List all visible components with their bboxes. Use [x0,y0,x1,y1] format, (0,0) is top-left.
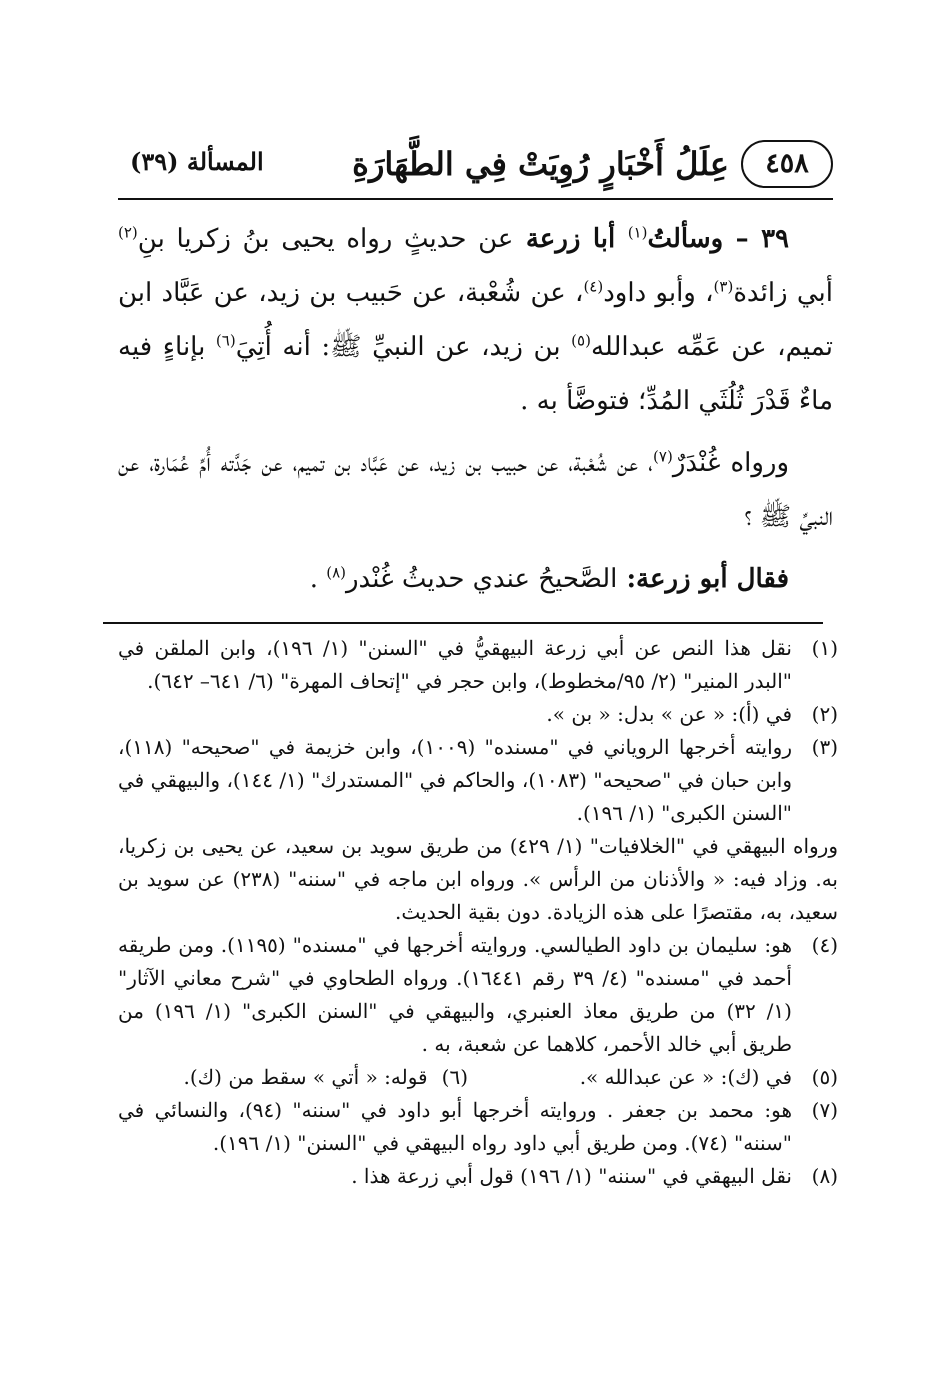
question-subject: أبا زرعة [513,224,628,254]
footnote-7 [118,1094,838,1160]
answer-lead: فقال أبو زرعة: [617,564,789,594]
book-title: عِلَلُ أَخْبَارٍ رُوِيَتْ فِي الطَّهَارَةِ [352,145,729,183]
footnote-number: (٥) [811,1065,838,1089]
footnote-ref-5[interactable]: (٥) [571,331,591,350]
footnote-number: (٤) [811,933,838,957]
footnotes [118,632,838,1193]
footnote-continuation: ورواه البيهقي في "الخلافيات" (١/ ٤٢٩) من طريق سويد بن سعيد، عن يحيى بن زكريا، به. وزاد فيه: « والأذنان من الرأس ». ورواه ابن ماجه في "سننه" (٢٣٨) عن سويد بن سعيد، به، مقتصرًا على هذه الزيادة. دون بقية الحديث. [118,834,838,924]
paragraph-question [118,212,833,428]
footnote-number: (٨) [811,1164,838,1188]
text-span: ، عن شُعْبة، عن حَبيب بن زيد، عن عَبَّاد ابن تميم، عن عَمِّه عبدالله [118,278,833,362]
footnote-ref-8[interactable]: (٨) [326,563,346,582]
footnote-ref-2[interactable]: (٢) [118,223,138,242]
text-span: بإناءٍ فيه ماءٌ قَدْرَ ثُلُثَي المُدِّ؛ فتوضَّأ به . [118,332,833,416]
footnote-ref-4[interactable]: (٤) [583,277,604,296]
footnote-ref-3[interactable]: (٣) [713,277,734,296]
text-span: ، عن شُعْبة، عن حبيب بن زيد، عن عَبَّاد بن تميم، عن جَدَّته أُمِّ عُمَارة، عن النبيِّ ﷺ ؟ [118,448,833,532]
footnote-ref-6[interactable]: (٦) [215,331,236,350]
footnote-5-6 [118,1061,838,1094]
paragraph-narration [118,436,833,544]
footnote-2 [118,698,838,731]
footnote-text: في (ك): « عن عبدالله ». [579,1065,792,1089]
footnote-rule [103,622,823,624]
text-span: بن زيد، عن النبيِّ ﷺ: أنه أُتِيَ [235,332,572,362]
text-span: الصَّحيحُ عندي حديثُ غُنْدر [346,564,618,594]
text-span: . [309,564,327,594]
footnote-8 [118,1160,838,1193]
footnote-text: روايته أخرجها الروياني في "مسنده" (١٠٠٩)، وابن خزيمة في "صحيحه" (١١٨)، وابن حبان في "صحيحه" (١٠٨٣)، والحاكم في "المستدرك" (١/ ١٤٤)، والبيهقي في "السنن الكبرى" (١/ ١٩٦). [118,735,792,825]
footnote-3 [118,731,838,929]
question-number: ٣٩ – وسألتُ [647,224,789,254]
footnote-text: قوله: « أتي » سقط من (ك). [183,1065,428,1089]
footnote-text: هو: سليمان بن داود الطيالسي. وروايته أخرجها في "مسنده" (١١٩٥). ومن طريقه أحمد في "مسنده" (٤/ ٣٩ رقم ١٦٤٤١). ورواه الطحاوي في "شرح معاني الآثار" (١/ ٣٢) من طريق معاذ العنبري، والبيهقي في "السنن الكبرى" (١/ ١٩٦) من طريق أبي خالد الأحمر، كلاهما عن شعبة، به . [118,933,792,1056]
footnote-4 [118,929,838,1061]
footnote-text: نقل هذا النص عن أبي زرعة البيهقيُّ في "السنن" (١/ ١٩٦)، وابن الملقن في "البدر المنير" (٢/ ٩٥/مخطوط)، وابن حجر في "إتحاف المهرة" (٦/ ٦٤١– ٦٤٢). [118,636,792,693]
text-span: أبي زائدة [733,278,833,308]
footnote-6 [184,1061,468,1094]
main-text [118,212,833,606]
page-number: ٤٥٨ [741,140,833,188]
footnote-text: في (أ): « عن » بدل: « بن ». [546,702,792,726]
text-span: ورواه غُنْدَرٌ [672,448,789,478]
text-span: ، وأبو داود [603,278,714,308]
footnote-number: (٧) [811,1098,838,1122]
section-label: المسألة (٣٩) [130,147,264,176]
paragraph-answer [118,552,833,606]
footnote-ref-1[interactable]: (١) [627,223,648,242]
footnote-1 [118,632,838,698]
footnote-number: (٢) [811,702,838,726]
text-span: عن حديثٍ رواه يحيى بنُ زكريا بنِ [137,224,514,254]
footnote-text: نقل البيهقي في "سننه" (١/ ١٩٦) قول أبي زرعة هذا . [351,1164,792,1188]
header-rule [118,198,833,200]
footnote-number: (٦) [441,1065,468,1089]
footnote-number: (١) [811,636,838,660]
footnote-ref-7[interactable]: (٧) [653,447,673,466]
footnote-text: هو: محمد بن جعفر . وروايته أخرجها أبو داود في "سننه" (٩٤)، والنسائي في "سننه" (٧٤). ومن طريق أبي داود رواه البيهقي في "السنن" (١/ ١٩٦). [118,1098,792,1155]
page-header [118,140,833,196]
footnote-number: (٣) [811,735,838,759]
